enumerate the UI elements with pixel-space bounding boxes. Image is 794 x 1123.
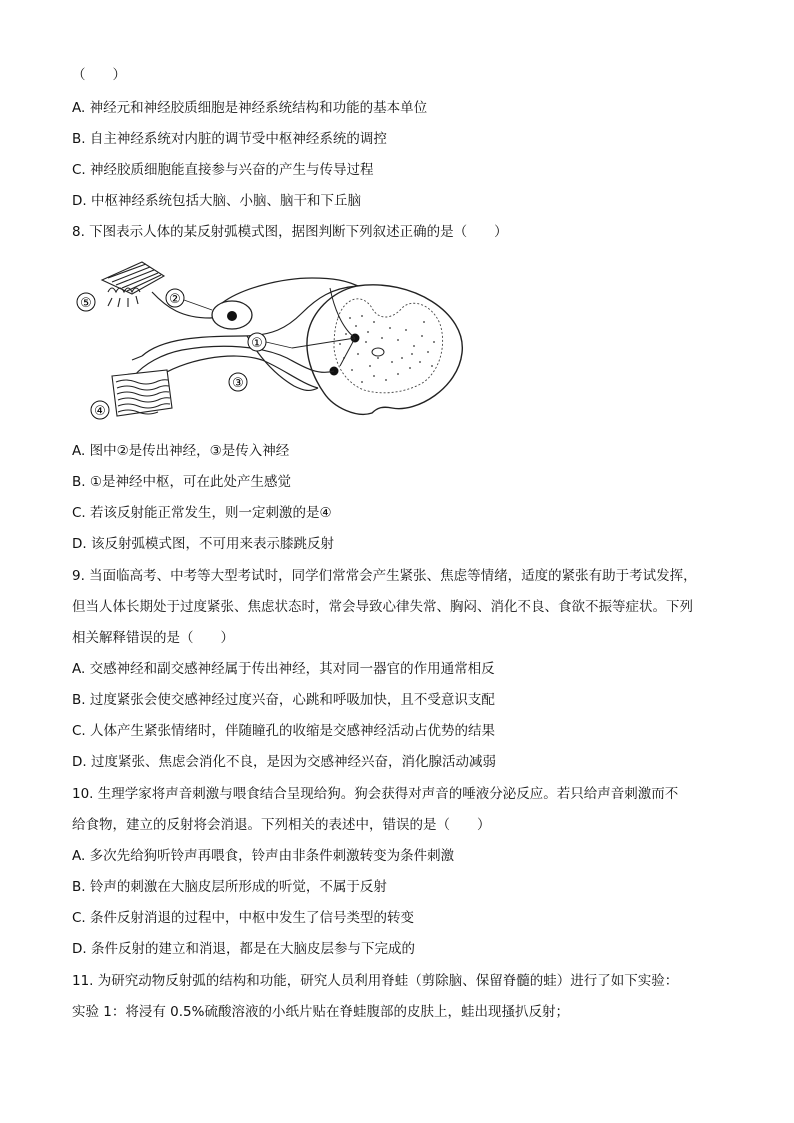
muscle-effector — [112, 370, 172, 416]
q9-stem-line-3: 相关解释错误的是（ ） — [72, 630, 234, 646]
q9-option-a: A. 交感神经和副交感神经属于传出神经，其对同一器官的作用通常相反 — [72, 661, 495, 677]
q9-stem-line-1: 9. 当面临高考、中考等大型考试时，同学们常常会产生紧张、焦虑等情绪，适度的紧张有助于考试发挥， — [72, 568, 697, 584]
spinal-cord — [307, 285, 462, 414]
q8-option-b: B. ①是神经中枢，可在此处产生感觉 — [72, 474, 291, 490]
q9-stem-line-2: 但当人体长期处于过度紧张、焦虑状态时，常会导致心律失常、胸闷、消化不良、食欲不振等症状。下列 — [72, 599, 693, 615]
q7-option-c: C. 神经胶质细胞能直接参与兴奋的产生与传导过程 — [72, 162, 374, 178]
q11-experiment-1: 实验 1：将浸有 0.5%硫酸溶液的小纸片贴在脊蛙腹部的皮肤上，蛙出现搔扒反射； — [72, 1004, 569, 1020]
q8-option-d: D. 该反射弧模式图，不可用来表示膝跳反射 — [72, 536, 334, 552]
skin-receptor — [102, 262, 164, 307]
q9-option-d: D. 过度紧张、焦虑会消化不良，是因为交感神经兴奋，消化腺活动减弱 — [72, 754, 496, 770]
q10-option-b: B. 铃声的刺激在大脑皮层所形成的听觉，不属于反射 — [72, 879, 387, 895]
q10-option-a: A. 多次先给狗听铃声再喂食，铃声由非条件刺激转变为条件刺激 — [72, 848, 455, 864]
label-1: ① — [251, 336, 263, 351]
q8-stem: 8. 下图表示人体的某反射弧模式图，据图判断下列叙述正确的是（ ） — [72, 224, 508, 240]
q9-option-b: B. 过度紧张会使交感神经过度兴奋，心跳和呼吸加快，且不受意识支配 — [72, 692, 495, 708]
q7-option-b: B. 自主神经系统对内脏的调节受中枢神经系统的调控 — [72, 131, 387, 147]
reflex-arc-diagram — [72, 258, 472, 428]
label-4: ④ — [94, 404, 106, 419]
q10-option-d: D. 条件反射的建立和消退，都是在大脑皮层参与下完成的 — [72, 941, 415, 957]
q8-option-a: A. 图中②是传出神经，③是传入神经 — [72, 443, 290, 459]
label-5: ⑤ — [80, 296, 92, 311]
q7-stem-tail: （ ） — [72, 67, 126, 83]
label-2: ② — [169, 292, 181, 307]
q9-option-c: C. 人体产生紧张情绪时，伴随瞳孔的收缩是交感神经活动占优势的结果 — [72, 723, 496, 739]
q11-stem: 11. 为研究动物反射弧的结构和功能，研究人员利用脊蛙（剪除脑、保留脊髓的蛙）进行了如下实验： — [72, 973, 679, 989]
q7-option-a: A. 神经元和神经胶质细胞是神经系统结构和功能的基本单位 — [72, 100, 428, 116]
q7-option-d: D. 中枢神经系统包括大脑、小脑、脑干和下丘脑 — [72, 193, 361, 209]
q10-stem-line-2: 给食物，建立的反射将会消退。下列相关的表述中，错误的是（ ） — [72, 817, 491, 833]
q10-option-c: C. 条件反射消退的过程中，中枢中发生了信号类型的转变 — [72, 910, 415, 926]
q10-stem-line-1: 10. 生理学家将声音刺激与喂食结合呈现给狗。狗会获得对声音的唾液分泌反应。若只给声音刺激而不 — [72, 786, 679, 802]
q8-option-c: C. 若该反射能正常发生，则一定刺激的是④ — [72, 505, 332, 521]
label-3: ③ — [232, 376, 244, 391]
